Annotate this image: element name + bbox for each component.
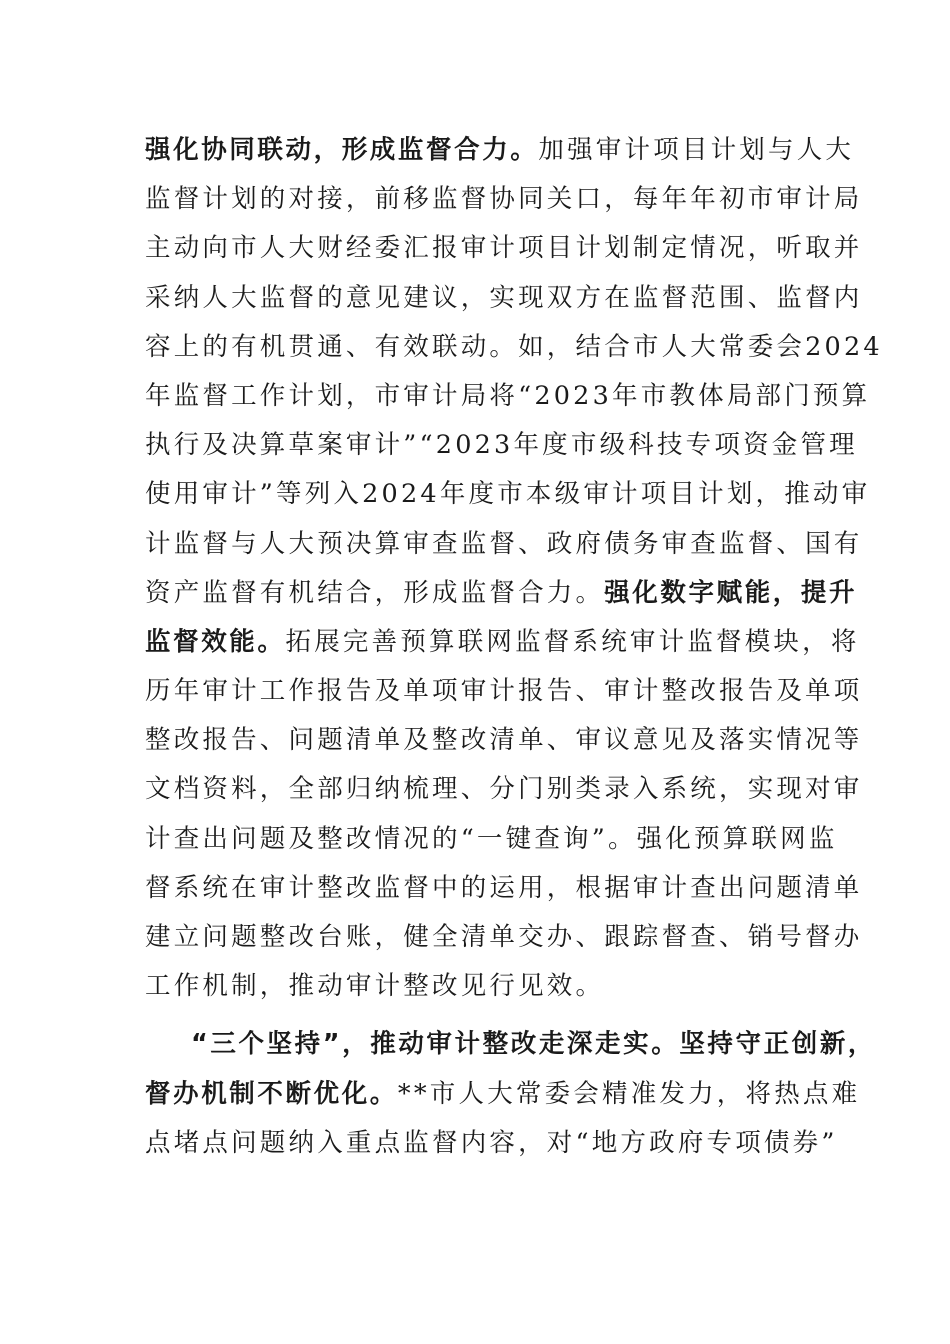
bold-heading: 督办机制不断优化。: [145, 1078, 398, 1109]
text-line: [145, 372, 871, 421]
text-line: [145, 1119, 838, 1168]
body-text: 建立问题整改台账，健全清单交办、跟踪督查、销号督办: [145, 922, 863, 952]
bold-heading: 强化数字赋能，提升: [604, 577, 858, 608]
bold-heading: 监督效能。: [145, 626, 286, 657]
text-line: [145, 1070, 861, 1119]
body-text: 计监督与人大预决算审查监督、政府债务审查监督、国有: [145, 528, 863, 559]
text-line: [145, 421, 858, 470]
text-line: [145, 716, 863, 765]
text-line: [145, 470, 871, 519]
text-line: [145, 520, 863, 569]
paragraph-1: [145, 126, 883, 1011]
body-text: 历年审计工作报告及单项审计报告、审计整改报告及单项: [145, 676, 863, 707]
bold-heading: “三个坚持”，推动审计整改走深走实。坚持守正创新，: [191, 1029, 877, 1060]
body-text: 计查出问题及整改情况的“一键查询”。强化预算联网监: [145, 823, 838, 854]
body-text: 年监督工作计划，市审计局将“2023年市教体局部门预算: [145, 380, 871, 411]
text-line: [145, 1020, 877, 1069]
bold-heading: 强化协同联动，形成监督合力。: [145, 135, 539, 165]
text-line: [145, 667, 863, 716]
paragraph-2: [145, 1020, 877, 1168]
text-line: [145, 864, 863, 913]
body-text: 监督计划的对接，前移监督协同关口，每年年初市审计局: [145, 184, 863, 215]
text-line: [145, 126, 855, 175]
body-text: 工作机制，推动审计整改见行见效。: [145, 971, 605, 1002]
body-text: 加强审计项目计划与人大: [538, 135, 855, 165]
body-text: **市人大常委会精准发力，将热点难: [397, 1078, 861, 1109]
body-text: 文档资料，全部归纳梳理、分门别类录入系统，实现对审: [145, 774, 863, 805]
body-text: 督系统在审计整改监督中的运用，根据审计查出问题清单: [145, 872, 863, 903]
text-line: [145, 569, 858, 618]
body-text: 使用审计”等列入2024年度市本级审计项目计划，推动审: [145, 479, 871, 510]
text-line: [145, 323, 883, 372]
body-text: 采纳人大监督的意见建议，实现双方在监督范围、监督内: [145, 282, 863, 313]
text-line: [145, 962, 835, 1011]
document-page: [145, 126, 883, 1168]
text-line: [145, 274, 863, 323]
body-text: 资产监督有机结合，形成监督合力。: [145, 577, 605, 608]
body-text: 拓展完善预算联网监督系统审计监督模块，将: [285, 626, 860, 657]
text-line: [145, 913, 863, 962]
body-text: 整改报告、问题清单及整改清单、审议意见及落实情况等: [145, 725, 863, 756]
text-line: [145, 175, 863, 224]
text-line: [145, 618, 860, 667]
body-text: 主动向市人大财经委汇报审计项目计划制定情况，听取并: [145, 233, 863, 264]
body-text: 容上的有机贯通、有效联动。如，结合市人大常委会2024: [145, 331, 883, 362]
text-line: [145, 224, 863, 273]
text-line: [145, 765, 863, 814]
body-text: 执行及决算草案审计”“2023年度市级科技专项资金管理: [145, 430, 858, 461]
text-line: [145, 815, 838, 864]
body-text: 点堵点问题纳入重点监督内容，对“地方政府专项债券”: [145, 1127, 838, 1158]
